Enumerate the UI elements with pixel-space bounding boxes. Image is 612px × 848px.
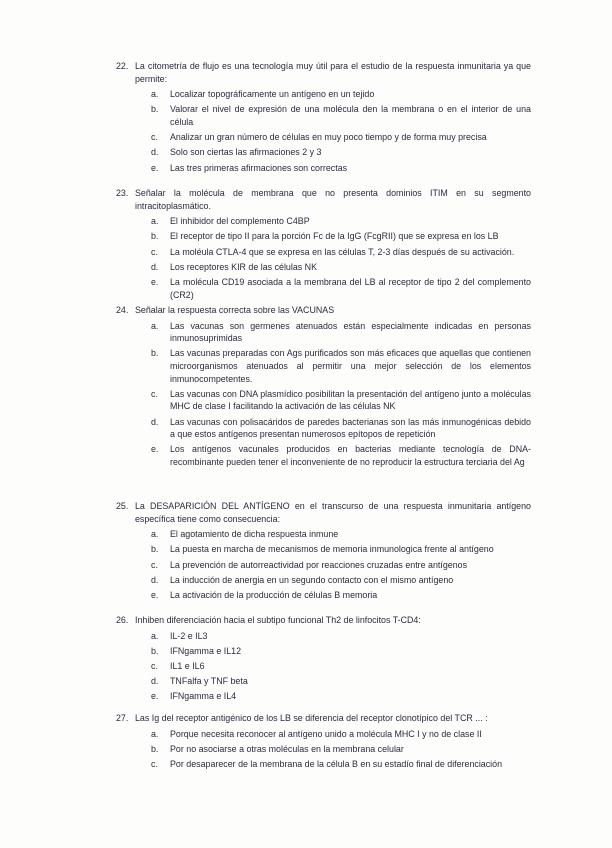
option-text: Porque necesita reconocer al antígeno unido a molécula MHC I y no de clase II xyxy=(170,728,482,739)
question-number: 23. xyxy=(116,188,129,198)
option-letter: a. xyxy=(151,630,159,641)
option-letter: b. xyxy=(151,743,159,754)
option-c xyxy=(151,388,531,413)
option-text: IL-2 e IL3 xyxy=(170,630,208,641)
option-b xyxy=(151,103,531,128)
question-number: 27. xyxy=(116,713,129,723)
option-text: Las vacunas son germenes atenuados están especialmente indicadas en personas inmunosuprimidas xyxy=(170,320,531,344)
option-letter: c. xyxy=(151,758,158,769)
option-letter: c. xyxy=(151,559,158,570)
option-b xyxy=(151,230,531,243)
option-e xyxy=(151,276,531,301)
option-letter: b. xyxy=(151,544,159,555)
option-a xyxy=(151,88,531,101)
option-d xyxy=(151,146,531,159)
option-e xyxy=(151,690,531,703)
option-letter: d. xyxy=(151,416,159,427)
option-text: IFNgamma e IL4 xyxy=(170,691,237,702)
option-text: Por desaparecer de la membrana de la célula B en su estadío final de diferenciación xyxy=(170,758,503,769)
option-text: IL1 e IL6 xyxy=(170,660,205,671)
option-d xyxy=(151,675,531,688)
option-letter: e. xyxy=(151,276,159,287)
option-text: Solo son ciertas las afirmaciones 2 y 3 xyxy=(170,147,322,158)
option-letter: a. xyxy=(151,728,159,739)
option-text: La molécula CD19 asociada a la membrana del LB al receptor de tipo 2 del complemento (CR2) xyxy=(170,276,531,300)
question-text: La citometría de flujo es una tecnología muy útil para el estudio de la respuesta inmunitaria ya que permite: xyxy=(135,61,531,84)
option-c xyxy=(151,131,531,144)
option-c xyxy=(151,246,531,259)
option-letter: c. xyxy=(151,388,158,399)
option-text: La inducción de anergia en un segundo contacto con el mismo antígeno xyxy=(170,574,454,585)
option-text: TNFalfa y TNF beta xyxy=(170,676,248,687)
option-a xyxy=(151,320,531,345)
option-letter: e. xyxy=(151,444,159,455)
question-number: 26. xyxy=(116,615,129,625)
option-c xyxy=(151,559,531,572)
option-d xyxy=(151,574,531,587)
option-text: Por no asociarse a otras moléculas en la membrana celular xyxy=(170,743,404,754)
option-text: La activación de la producción de células B memoria xyxy=(170,589,378,600)
option-letter: a. xyxy=(151,216,159,227)
option-letter: e. xyxy=(151,691,159,702)
option-text: Los receptores KIR de las células NK xyxy=(170,261,318,272)
option-text: La puesta en marcha de mecanismos de memoria inmunologica frente al antígeno xyxy=(170,544,494,555)
question-number: 24. xyxy=(116,305,129,315)
option-text: El inhibidor del complemento C4BP xyxy=(170,216,310,227)
option-text: Las tres primeras afirmaciones son correctas xyxy=(170,162,348,173)
question-24 xyxy=(116,304,531,471)
option-e xyxy=(151,162,531,175)
option-b xyxy=(151,645,531,658)
option-text: El agotamiento de dicha respuesta inmune xyxy=(170,529,339,540)
question-text: Señalar la respuesta correcta sobre las VACUNAS xyxy=(135,305,335,315)
option-letter: c. xyxy=(151,660,158,671)
option-a xyxy=(151,630,531,643)
option-text: El receptor de tipo II para la porción Fc de la IgG (FcgRII) que se expresa en los LB xyxy=(170,231,499,242)
question-text: La DESAPARICIÓN DEL ANTÍGENO en el transcurso de una respuesta inmunitaria antígeno específica tiene como consecuencia: xyxy=(135,501,531,524)
option-letter: d. xyxy=(151,147,159,158)
option-letter: b. xyxy=(151,231,159,242)
question-26 xyxy=(116,614,531,706)
option-c xyxy=(151,660,531,673)
option-c xyxy=(151,758,531,771)
option-letter: e. xyxy=(151,162,159,173)
option-d xyxy=(151,416,531,441)
option-text: La prevención de autorreactividad por reacciones cruzadas entre antígenos xyxy=(170,559,468,570)
option-text: Las vacunas con polisacáridos de paredes bacterianas son las más inmunogénicas debido a que estos antígenos presentan numerosos epítopos de repetición xyxy=(170,416,531,440)
option-b xyxy=(151,347,531,385)
question-25 xyxy=(116,500,531,604)
option-b xyxy=(151,743,531,756)
option-letter: d. xyxy=(151,261,159,272)
option-letter: b. xyxy=(151,645,159,656)
option-letter: a. xyxy=(151,320,159,331)
option-d xyxy=(151,261,531,274)
option-text: Valorar el nivel de expresión de una molécula den la membrana o en el interior de una célula xyxy=(170,104,531,127)
question-27 xyxy=(116,712,531,773)
option-letter: c. xyxy=(151,246,158,257)
question-text: Las Ig del receptor antigénico de los LB se diferencia del receptor clonotípico del TCR ... : xyxy=(135,713,488,723)
question-text: Inhiben diferenciación hacia el subtipo funcional Th2 de linfocitos T-CD4: xyxy=(135,615,421,625)
option-letter: b. xyxy=(151,348,159,359)
option-text: Los antígenos vacunales producidos en bacterias mediante tecnología de DNA-recombinante pueden tener el inconveniente de no reproducir la estructura terciaria del Ag xyxy=(170,444,531,467)
option-letter: d. xyxy=(151,574,159,585)
option-text: IFNgamma e IL12 xyxy=(170,645,242,656)
option-text: Analizar un gran número de células en muy poco tiempo y de forma muy precisa xyxy=(170,132,487,143)
option-text: La moléula CTLA-4 que se expresa en las células T, 2-3 días después de su activación. xyxy=(170,246,515,257)
option-e xyxy=(151,443,531,468)
option-e xyxy=(151,589,531,602)
option-a xyxy=(151,728,531,741)
question-23 xyxy=(116,187,531,304)
option-letter: e. xyxy=(151,589,159,600)
option-text: Localizar topográficamente un antígeno en un tejido xyxy=(170,89,375,100)
option-text: Las vacunas con DNA plasmídico posibilitan la presentación del antígeno junto a moléculas MHC de clase I facilitando la activación de las células NK xyxy=(170,388,531,412)
option-a xyxy=(151,215,531,228)
option-letter: a. xyxy=(151,89,159,100)
option-a xyxy=(151,528,531,541)
question-22 xyxy=(116,60,531,177)
question-text: Señalar la molécula de membrana que no presenta dominios ITIM en su segmento intracitoplasmático. xyxy=(135,188,531,211)
option-letter: c. xyxy=(151,132,158,143)
question-number: 22. xyxy=(116,61,129,71)
option-letter: a. xyxy=(151,529,159,540)
option-text: Las vacunas preparadas con Ags purificados son más eficaces que aquellas que contienen microorganismos atenuados al permitir una mejor selección de los elementos inmunocompetentes. xyxy=(170,348,531,384)
option-letter: b. xyxy=(151,104,159,115)
option-b xyxy=(151,543,531,556)
question-number: 25. xyxy=(116,501,129,511)
option-letter: d. xyxy=(151,676,159,687)
